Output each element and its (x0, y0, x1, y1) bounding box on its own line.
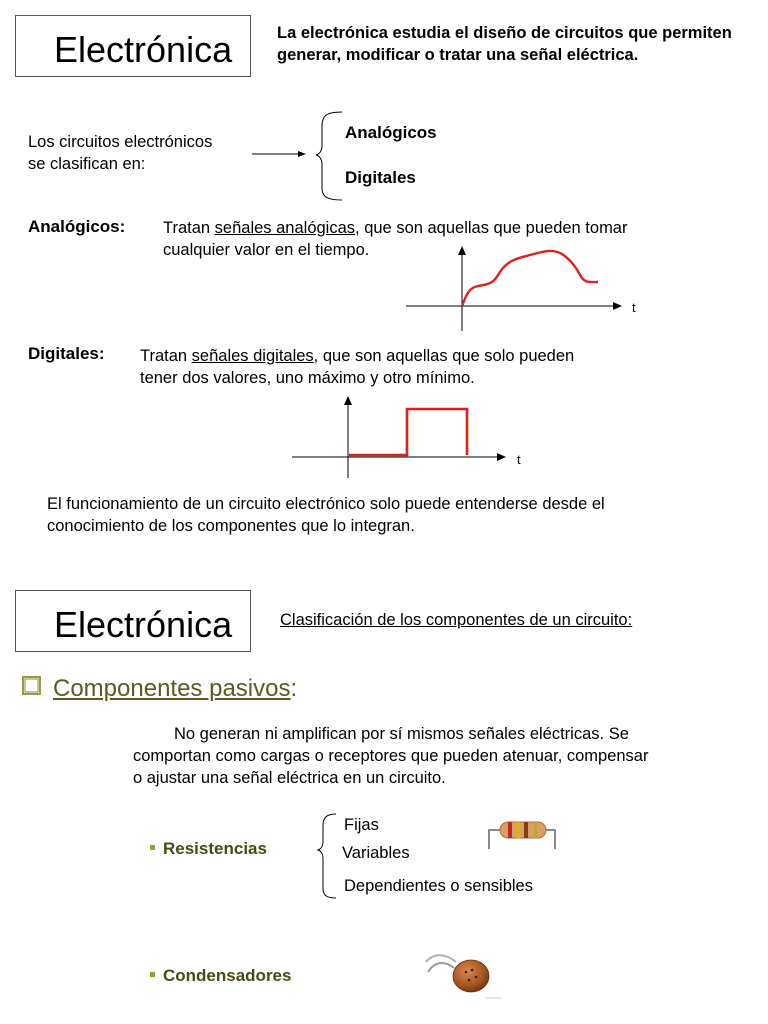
resistor-variable: Variables (342, 844, 410, 862)
conclusion-line1: El funcionamiento de un circuito electrónico solo puede entenderse desde el (47, 495, 605, 513)
conclusion-line2: conocimiento de los componentes que lo integran. (47, 517, 415, 535)
resistor-fixed: Fijas (344, 816, 379, 834)
passive-line3: o ajustar una señal eléctrica en un circuito. (133, 769, 446, 787)
classify-line1: Los circuitos electrónicos (28, 133, 213, 151)
digital-post: , que son aquellas que solo pueden (313, 347, 575, 365)
analog-post: , que son aquellas que pueden tomar (355, 219, 628, 237)
passive-line1: No generan ni amplifican por sí mismos señales eléctricas. Se (174, 725, 629, 743)
digital-line2: tener dos valores, uno máximo y otro mínimo. (140, 369, 475, 387)
capacitors-label: Condensadores (163, 966, 292, 985)
digital-link: señales digitales (191, 347, 314, 365)
passive-heading: Componentes pasivos (53, 675, 291, 702)
digital-pre: Tratan (140, 347, 192, 365)
capacitors-item (150, 965, 291, 987)
slide2-subtitle: Clasificación de los componentes de un circuito: (280, 611, 633, 629)
passive-line2: comportan como cargas o receptores que pueden atenuar, compensar (133, 747, 649, 765)
classify-line2: se clasifican en: (28, 155, 146, 173)
analog-pre: Tratan (163, 219, 215, 237)
analog-line2: cualquier valor en el tiempo. (163, 241, 370, 259)
capacitor-image (414, 932, 504, 1002)
analog-link: señales analógicas (214, 219, 356, 237)
digital-label: Digitales: (28, 344, 105, 363)
analog-label: Analógicos: (28, 217, 126, 236)
slide1-title: Electrónica (54, 29, 233, 70)
option-digital: Digitales (345, 168, 416, 187)
resistor-dependent: Dependientes o sensibles (344, 877, 533, 895)
slide2-title: Electrónica (54, 604, 233, 645)
capacitors-bullet-icon (150, 972, 155, 977)
digital-axis-t: t (517, 452, 521, 467)
analog-axis-t: t (632, 300, 636, 315)
resistor-image (486, 815, 558, 855)
option-analog: Analógicos (345, 123, 437, 142)
resistors-label: Resistencias (163, 839, 267, 858)
slide1-intro: La electrónica estudia el diseño de circuitos que permiten generar, modificar o tratar una señal eléctrica. (277, 24, 732, 64)
passive-colon: : (290, 675, 298, 702)
